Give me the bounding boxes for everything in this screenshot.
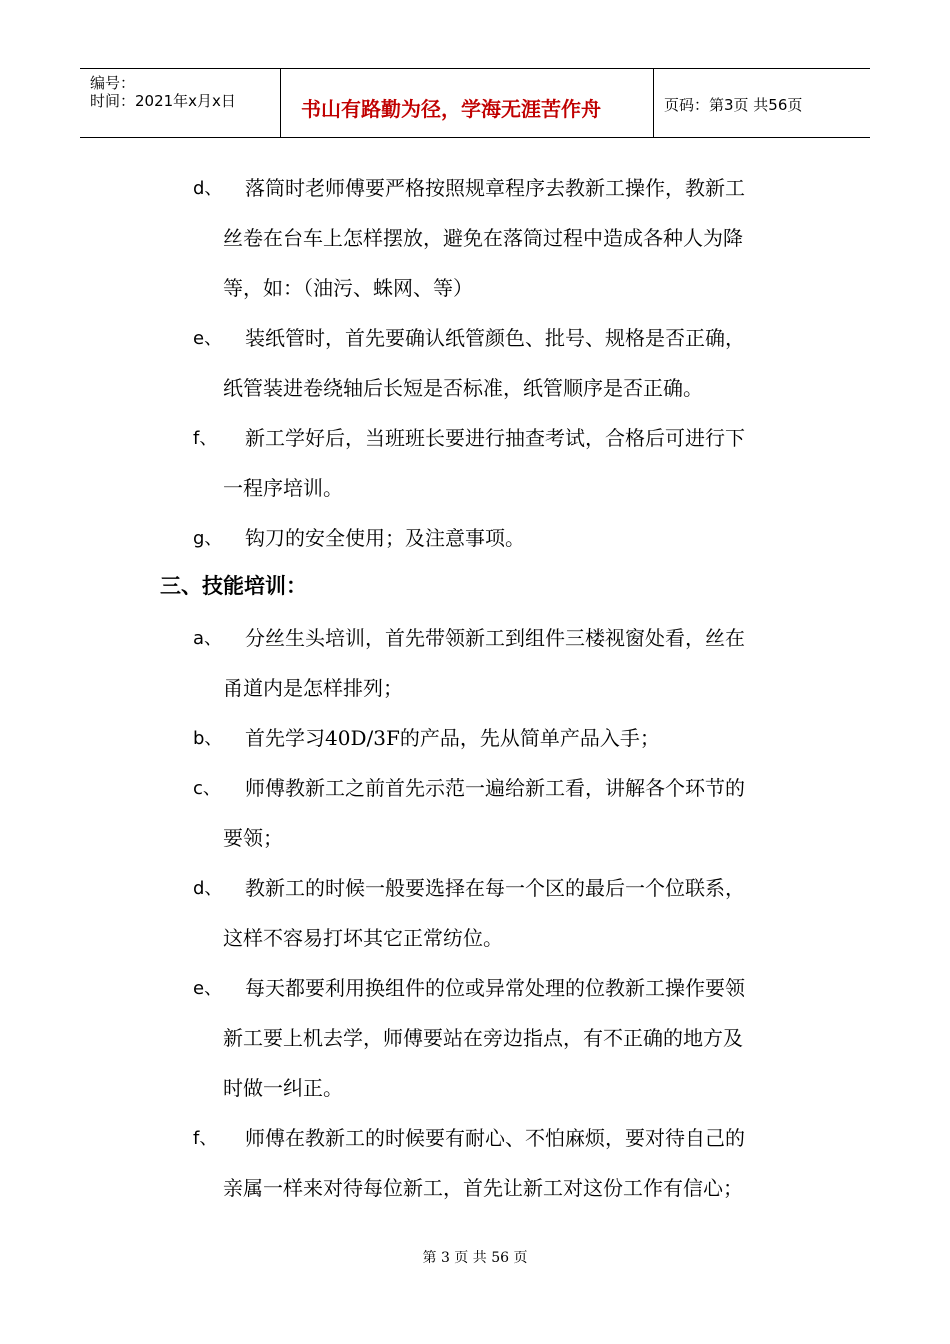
list-item-marker: e、 bbox=[193, 978, 223, 999]
page-header bbox=[80, 68, 870, 138]
list-item-text-line: 亲属一样来对待每位新工，首先让新工对这份工作有信心； bbox=[223, 1176, 743, 1200]
list-item-marker: b、 bbox=[193, 728, 223, 749]
list-item-text-line: 时做一纠正。 bbox=[223, 1076, 343, 1100]
list-item-text-line: 师傅教新工之前首先示范一遍给新工看，讲解各个环节的 bbox=[245, 776, 745, 800]
list-item-text-line: 装纸管时，首先要确认纸管颜色、批号、规格是否正确， bbox=[245, 326, 745, 350]
list-item-text-line: 一程序培训。 bbox=[223, 476, 343, 500]
list-item-text-line: 纸管装进卷绕轴后长短是否标准，纸管顺序是否正确。 bbox=[223, 376, 703, 400]
list-item-text-line: 教新工的时候一般要选择在每一个区的最后一个位联系， bbox=[245, 876, 745, 900]
list-item-marker: d、 bbox=[193, 178, 223, 199]
list-item-text-line: 新工要上机去学，师傅要站在旁边指点，有不正确的地方及 bbox=[223, 1026, 743, 1050]
list-item-text-line: 丝卷在台车上怎样摆放，避免在落筒过程中造成各种人为降 bbox=[223, 226, 743, 250]
list-item-text-line: 甬道内是怎样排列； bbox=[223, 676, 403, 700]
header-meta-cell bbox=[80, 69, 281, 137]
list-item-text-line: 钩刀的安全使用；及注意事项。 bbox=[245, 526, 525, 550]
header-page-cell bbox=[654, 69, 870, 137]
number-label: 编号： bbox=[90, 74, 136, 92]
motto: 书山有路勤为径，学海无涯苦作舟 bbox=[301, 97, 601, 121]
list-item-marker: f、 bbox=[193, 428, 218, 449]
list-item-marker: d、 bbox=[193, 878, 223, 899]
list-item-text-line: 要领； bbox=[223, 826, 283, 850]
list-item-text-line: 分丝生头培训，首先带领新工到组件三楼视窗处看，丝在 bbox=[245, 626, 745, 650]
list-item-marker: a、 bbox=[193, 628, 223, 649]
list-item-text-line: 这样不容易打坏其它正常纺位。 bbox=[223, 926, 503, 950]
list-item-text-line: 师傅在教新工的时候要有耐心、不怕麻烦，要对待自己的 bbox=[245, 1126, 745, 1150]
header-motto-cell bbox=[281, 69, 654, 137]
list-item-marker: f、 bbox=[193, 1128, 218, 1149]
section-heading: 三、技能培训： bbox=[160, 574, 307, 598]
page-info: 页码：第3页 共56页 bbox=[664, 96, 803, 114]
list-item-text-line: 首先学习40D/3F的产品，先从简单产品入手； bbox=[245, 726, 660, 750]
list-item-text-line: 每天都要利用换组件的位或异常处理的位教新工操作要领 bbox=[245, 976, 745, 1000]
list-item-marker: e、 bbox=[193, 328, 223, 349]
time-label: 时间：2021年x月x日 bbox=[90, 92, 236, 110]
list-item-text-line: 新工学好后，当班班长要进行抽查考试，合格后可进行下 bbox=[245, 426, 745, 450]
list-item-text-line: 落筒时老师傅要严格按照规章程序去教新工操作，教新工 bbox=[245, 176, 745, 200]
list-item-marker: c、 bbox=[193, 778, 221, 799]
page-footer: 第 3 页 共 56 页 bbox=[422, 1250, 528, 1266]
list-item-text-line: 等，如：（油污、蛛网、等） bbox=[223, 276, 473, 300]
list-item-marker: g、 bbox=[193, 528, 223, 549]
